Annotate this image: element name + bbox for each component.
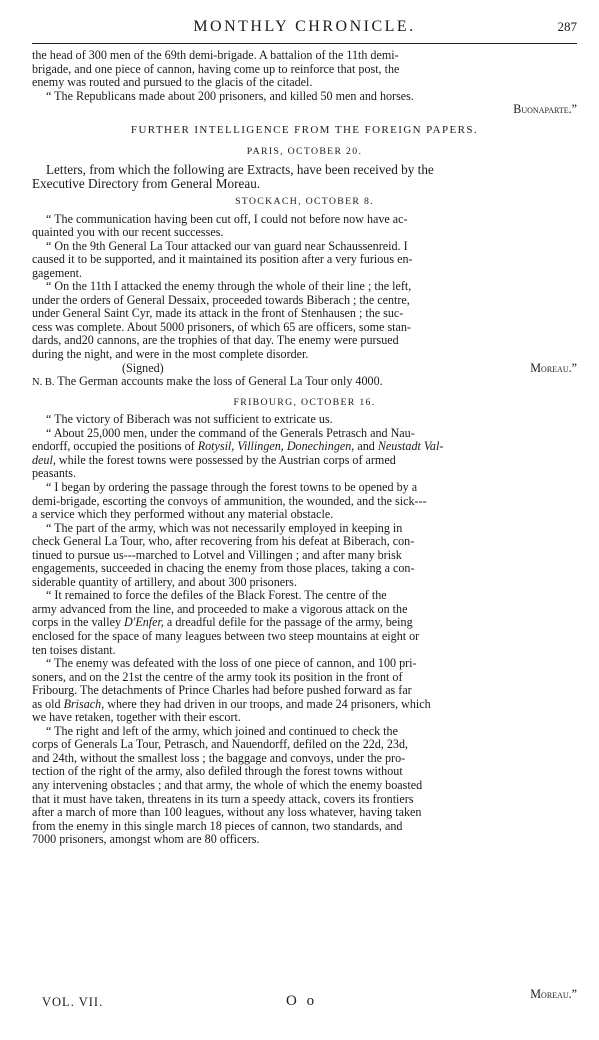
text-line: dards, and20 cannons, are the trophies of that day. The enemy were pursued <box>32 333 399 348</box>
text-line <box>32 454 577 468</box>
dateline-paris: PARIS, OCTOBER 20. <box>246 146 363 158</box>
text-line: demi-brigade, escorting the convoys of ammunition, the wounded, and the sick--- <box>32 493 427 508</box>
volume-label: VOL. VII. <box>42 995 104 1009</box>
text-line: under the orders of General Dessaix, proceeded towards Biberach ; the centre, <box>32 292 410 307</box>
running-header <box>32 18 577 42</box>
page-footer <box>32 995 577 1015</box>
text-line: army advanced from the line, and proceeded to make a vigorous attack on the <box>32 601 408 616</box>
nota-bene <box>32 375 577 390</box>
text-line <box>32 698 577 712</box>
paris-paragraph <box>32 163 577 192</box>
text-line: “ The communication having been cut off, I could not before now have ac- <box>46 211 408 226</box>
text-run: as old <box>32 696 64 711</box>
text-line: “ I began by ordering the passage through the forest towns to be opened by a <box>46 479 418 494</box>
text-line: during the night, and were in the most complete disorder. <box>32 347 309 362</box>
text-line: soners, and on the 21st the centre of the army took its position in the front of <box>32 669 403 684</box>
place-names: Rotysil, Villingen, Donechingen, <box>197 439 355 454</box>
text-line: engagements, succeeded in chacing the enemy from those places, taking a con- <box>32 561 415 576</box>
text-line: caused it to be supported, and it maintained its position after a very furious en- <box>32 252 413 267</box>
text-line: tinued to pursue us---marched to Lotvel and Villingen ; and after many brisk <box>32 547 402 562</box>
text-run: endorff, occupied the positions of <box>32 439 198 454</box>
nb-text: The German accounts make the loss of General La Tour only 4000. <box>54 374 383 389</box>
text-line: enemy was routed and pursued to the glacis of the citadel. <box>32 75 313 90</box>
dateline-stockach: STOCKACH, OCTOBER 8. <box>235 196 374 208</box>
fribourg-letter <box>32 413 577 847</box>
text-line: the head of 300 men of the 69th demi-brigade. A battalion of the 11th demi- <box>32 48 399 62</box>
text-line: “ On the 9th General La Tour attacked our van guard near Schaussenreid. I <box>46 238 408 253</box>
page-body <box>32 49 577 847</box>
text-line: brigade, and one piece of cannon, having come up to reinforce that post, the <box>32 61 400 76</box>
stockach-letter <box>32 213 577 390</box>
signature-buonaparte: Buonaparte.” <box>513 102 577 117</box>
text-line: “ The part of the army, which was not necessarily employed in keeping in <box>46 520 403 535</box>
text-line: Executive Directory from General Moreau. <box>32 176 261 192</box>
signature-moreau: Moreau.” <box>530 360 577 375</box>
text-line: Fribourg. The detachments of Prince Charles had before pushed forward as far <box>32 683 412 698</box>
text-line: gagement. <box>32 265 83 280</box>
text-line: siderable quantity of artillery, and about 300 prisoners. <box>32 574 297 589</box>
text-line: 7000 prisoners, amongst whom are 80 officers. <box>32 832 260 847</box>
signed-label: (Signed) <box>122 360 164 375</box>
header-rule <box>32 43 577 44</box>
text-line: any intervening obstacles ; and that army, the whole of which the enemy boasted <box>32 777 423 792</box>
text-line: under General Saint Cyr, made its attack in the front of Stenhausen ; the suc- <box>32 306 404 321</box>
continued-dispatch <box>32 49 577 117</box>
text-run: corps in the valley <box>32 615 125 630</box>
text-line: enclosed for the space of many leagues between two steep mountains at eight or <box>32 628 420 643</box>
text-line: quainted you with our recent successes. <box>32 225 224 240</box>
text-run: where they had driven in our troops, and made 24 prisoners, which <box>104 696 431 711</box>
text-line: “ The right and left of the army, which joined and continued to check the <box>46 723 398 738</box>
text-line: we have retaken, together with their escort. <box>32 710 241 725</box>
text-line: after a march of more than 100 leagues, without any loss whatever, having taken <box>32 805 422 820</box>
text-line: “ The victory of Biberach was not sufficient to extricate us. <box>46 412 333 427</box>
signed-line <box>32 362 577 376</box>
text-line: Letters, from which the following are Extracts, have been received by the <box>46 161 434 177</box>
signature-moreau-final: Moreau.” <box>530 987 577 1001</box>
text-line: “ The enemy was defeated with the loss of one piece of cannon, and 100 pri- <box>46 656 417 671</box>
nb-label: N. B. <box>32 377 55 389</box>
text-run: and <box>354 439 378 454</box>
text-line: “ It remained to force the defiles of the Black Forest. The centre of the <box>46 588 387 603</box>
text-line: check General La Tour, who, after recovering from his defeat at Biberach, con- <box>32 534 415 549</box>
text-line: corps of Generals La Tour, Petrasch, and Nauendorff, defiled on the 22d, 23d, <box>32 737 409 752</box>
text-line: “ The Republicans made about 200 prisoners, and killed 50 men and horses. <box>46 88 414 103</box>
text-line: cess was complete. About 5000 prisoners, of which 65 are officers, some stan- <box>32 319 411 334</box>
place-name: deul, <box>32 452 56 467</box>
text-line: and 24th, without the smallest loss ; the baggage and convoys, under the pro- <box>32 750 406 765</box>
text-line: from the enemy in this single march 18 pieces of cannon, two standards, and <box>32 818 403 833</box>
dateline-fribourg: FRIBOURG, OCTOBER 16. <box>233 396 376 408</box>
section-heading: FURTHER INTELLIGENCE FROM THE FOREIGN PAPERS. <box>130 123 479 136</box>
text-line <box>32 616 577 630</box>
text-line: that it must have taken, threatens in its turn a speedy attack, covers its frontiers <box>32 791 414 806</box>
page-number: 287 <box>557 19 577 34</box>
place-name: D'Enfer, <box>124 615 164 630</box>
text-line: “ About 25,000 men, under the command of the Generals Petrasch and Nau- <box>46 425 415 440</box>
running-title: MONTHLY CHRONICLE. <box>193 18 416 35</box>
text-run: while the forest towns were possessed by the Austrian corps of armed <box>55 452 396 467</box>
text-run: a dreadful defile for the passage of the army, being <box>163 615 413 630</box>
signature-mark: O o <box>286 993 318 1009</box>
text-line: ten toises distant. <box>32 642 116 657</box>
place-name: Neustadt Val- <box>377 439 444 454</box>
text-line: “ On the 11th I attacked the enemy through the whole of their line ; the left, <box>46 279 412 294</box>
text-line: a service which they performed without any material obstacle. <box>32 507 334 522</box>
text-line: peasants. <box>32 466 76 481</box>
place-name: Brisach, <box>63 696 105 711</box>
text-line: tection of the right of the army, also defiled through the forest towns without <box>32 764 403 779</box>
text-line <box>32 440 577 454</box>
